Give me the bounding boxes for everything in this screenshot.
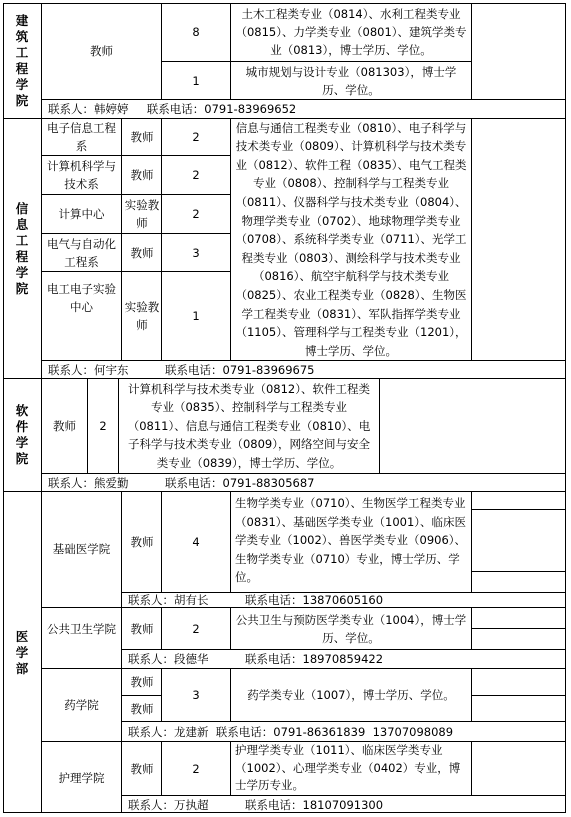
- info-dept-1: 电子信息工程系: [47, 121, 116, 153]
- college-medical-cell: [3, 492, 41, 813]
- software-req: 计算机科学与技术类专业（0812）、软件工程类专业（0835）、控制科学与工程类专业（0811）、信息与通信工程类专业（0810）、电子科学与技术类专业（0809），网络空间与安全类专业（0839），博士学历、学位。: [127, 381, 371, 470]
- info-dept-2: 计算机科学与技术系: [47, 159, 116, 191]
- software-count: 2: [99, 419, 107, 433]
- info-count-1: 2: [192, 130, 200, 144]
- civil-count-1: 8: [192, 25, 200, 39]
- med-unit-1-count: 4: [192, 535, 200, 549]
- med-unit-1-position: 教师: [130, 535, 154, 549]
- info-dept-5: 电工电子实验中心: [47, 282, 116, 314]
- info-position-3: 实验教师: [124, 198, 160, 230]
- info-position-1: 教师: [130, 130, 154, 144]
- college-software-cell: [3, 379, 41, 491]
- college-info-name: 信息工程学院: [15, 200, 29, 296]
- med-unit-4-count: 2: [192, 761, 200, 776]
- recruitment-table: [3, 3, 566, 813]
- civil-contact: 联系人：韩婷婷 联系电话：0791-83969652: [48, 102, 297, 116]
- med-unit-1-contact: 联系人：胡有长 联系电话：13870605160: [128, 593, 384, 607]
- med-unit-4-req: 护理学类专业（1011）、临床医学类专业（1002）、心理学类专业（0402）专业，博士学历专业。: [235, 743, 461, 792]
- info-count-5: 1: [192, 309, 200, 323]
- med-unit-4-name: 护理学院: [58, 770, 105, 785]
- med-unit-4-position: 教师: [130, 761, 154, 776]
- med-unit-3-count: 3: [192, 688, 200, 702]
- info-position-5: 实验教师: [124, 300, 160, 332]
- med-unit-4-contact: 联系人：万执超 联系电话：18107091300: [128, 797, 384, 812]
- college-info-cell: [3, 119, 41, 378]
- med-unit-2-count: 2: [192, 621, 200, 636]
- civil-req-2: 城市规划与设计专业（081303），博士学历、学位。: [245, 64, 457, 97]
- med-unit-3-req: 药学类专业（1007），博士学历、学位。: [247, 688, 455, 702]
- med-unit-1-req: 生物学类专业（0710）、生物医学工程类专业（0831）、基础医学类专业（1001）、临床医学类专业（1002）、兽医学类专业（0906）、生物学类专业（0710）专业，博士学历、学位。: [235, 496, 467, 584]
- info-count-3: 2: [192, 207, 200, 221]
- info-contact: 联系人：何宇东 联系电话：0791-83969675: [48, 362, 315, 377]
- info-position-4: 教师: [130, 245, 154, 260]
- med-unit-3-position-2: 教师: [130, 701, 154, 716]
- med-unit-3-contact: 联系人：龙建新 联系电话：0791-86361839 13707098089: [128, 724, 454, 739]
- college-civil-cell: [3, 3, 41, 118]
- software-position: 教师: [53, 419, 76, 433]
- info-dept-4: 电气与自动化工程系: [47, 236, 116, 269]
- info-count-2: 2: [192, 168, 200, 182]
- civil-req-1: 土木工程类专业（0814）、水利工程类专业（0815）、力学类专业（0801）、建筑学类专业（0813），博士学历、学位。: [235, 7, 467, 57]
- civil-position: 教师: [90, 44, 113, 58]
- info-position-2: 教师: [130, 168, 154, 182]
- software-contact: 联系人：熊爱勤 联系电话：0791-88305687: [48, 475, 315, 490]
- college-medical-name: 医学部: [15, 628, 29, 676]
- med-unit-2-contact: 联系人：段德华 联系电话：18970859422: [128, 652, 384, 666]
- med-unit-3-position-1: 教师: [130, 675, 154, 689]
- med-unit-1-name: 基础医学院: [52, 541, 111, 556]
- med-unit-3-name: 药学院: [64, 698, 99, 712]
- info-req: 信息与通信工程类专业（0810）、电子科学与技术类专业（0809）、计算机科学与技术类专业（0812）、软件工程（0835）、电气工程类专业（0808）、控制科学与工程类专业（0811）、仪器科学与技术类专业（0804）、物理学类专业（0702）、地球物理学类专业（0708）、系统科学类专业（0711）、光学工程类专业（0803）、测绘科学与技术类专业（0816）、航空宇航科学与技术类专业（0825）、农业工程类专业（0828）、生物医学工程类专业（0831）、军队指挥学类专业（1105）、管理科学与工程类专业（1201），博士学历、学位。: [235, 120, 467, 358]
- info-dept-3: 计算中心: [58, 207, 105, 221]
- college-civil-name: 建筑工程学院: [15, 12, 29, 108]
- med-unit-2-position: 教师: [130, 621, 154, 636]
- civil-count-2: 1: [192, 73, 200, 88]
- info-count-4: 3: [192, 245, 200, 260]
- med-unit-2-name: 公共卫生学院: [47, 621, 116, 636]
- med-unit-2-req: 公共卫生与预防医学类专业（1004），博士学历、学位。: [235, 612, 467, 645]
- college-software-name: 软件学院: [15, 403, 29, 466]
